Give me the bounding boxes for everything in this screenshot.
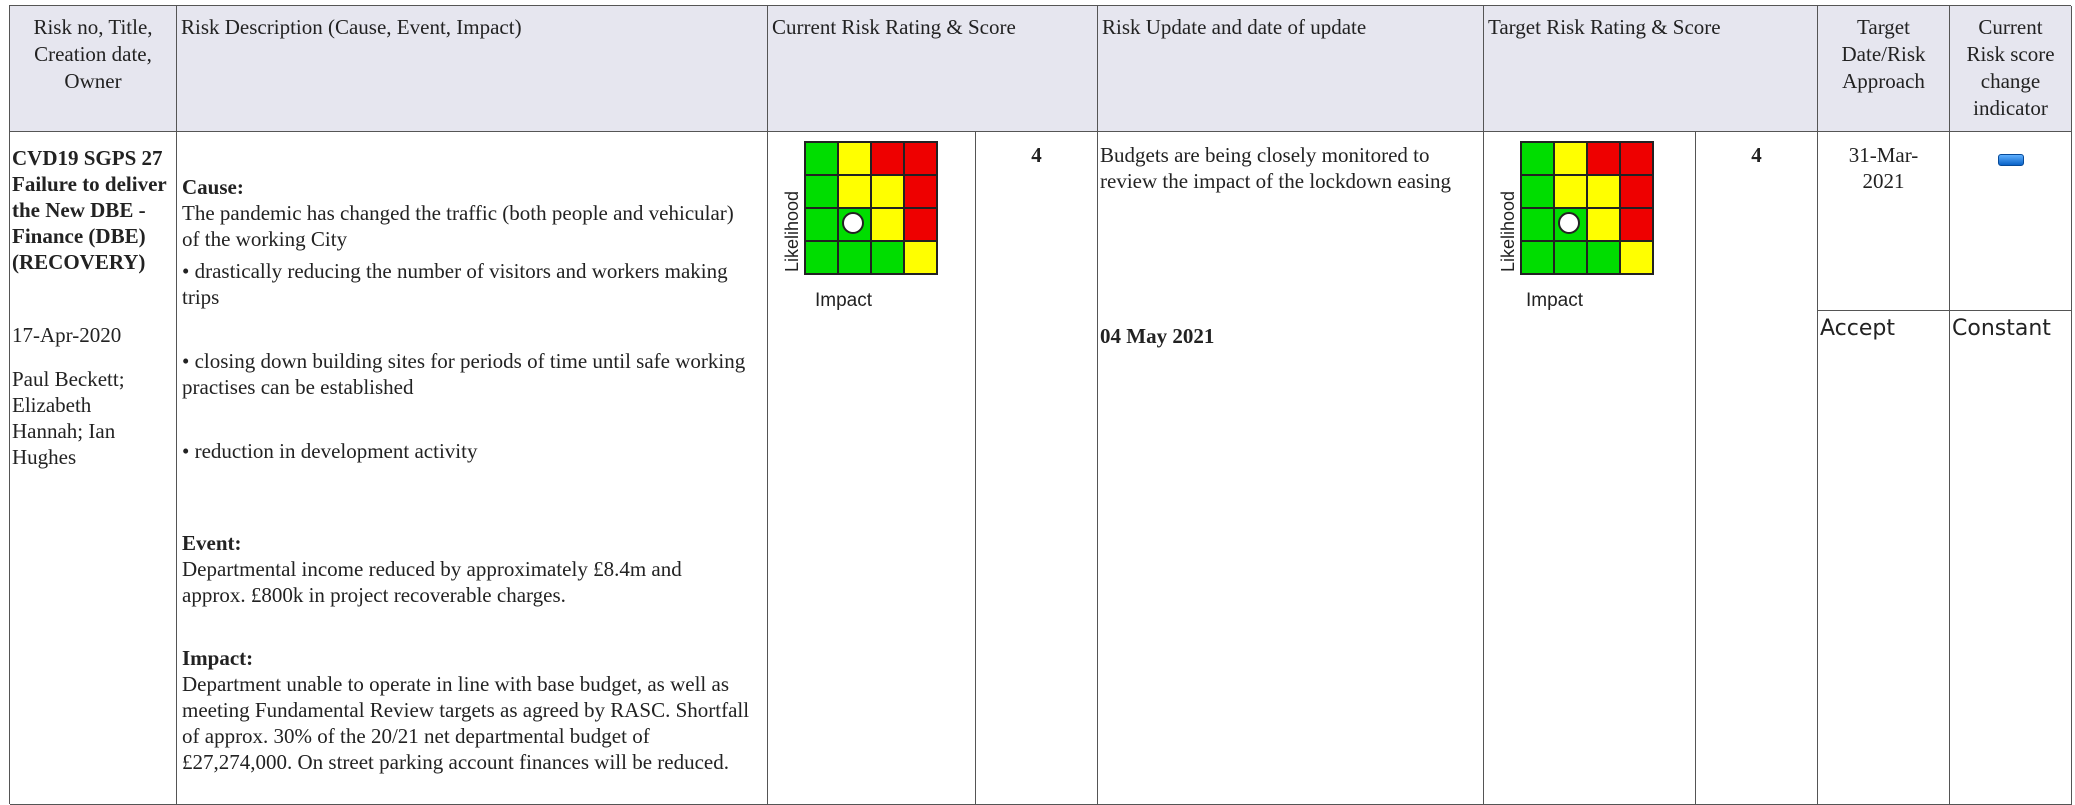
matrix-cell [1620, 175, 1653, 208]
current-score-cell [976, 132, 1098, 805]
matrix-cell [1554, 208, 1587, 241]
risk-update-cell [1098, 132, 1484, 805]
cause-bullet-1 [182, 258, 747, 310]
matrix-cell [1620, 208, 1653, 241]
matrix-cell [904, 241, 937, 274]
header-target-rating [1484, 6, 1818, 132]
bullet-glyph: • [182, 439, 190, 463]
matrix-cell [1521, 142, 1554, 175]
header-update-label: Risk Update and date of update [1102, 15, 1367, 39]
matrix-cell [805, 208, 838, 241]
header-current-rating-label: Current Risk Rating & Score [772, 15, 1016, 39]
header-target-rating-label: Target Risk Rating & Score [1488, 15, 1721, 39]
risk-position-marker [842, 212, 864, 234]
event-text: Departmental income reduced by approximately £8.4m and approx. £800k in project recoverable charges. [182, 557, 682, 607]
matrix-cell [1587, 241, 1620, 274]
event-heading: Event: [182, 531, 242, 555]
matrix-cell [1554, 175, 1587, 208]
matrix-cell [1554, 241, 1587, 274]
matrix-cell [805, 142, 838, 175]
risk-description-cell [177, 132, 768, 805]
cause-bullet-2-text: closing down building sites for periods of time until safe working practises can be established [182, 349, 746, 399]
matrix-cell [871, 175, 904, 208]
matrix-cell [1587, 175, 1620, 208]
matrix-cell [871, 241, 904, 274]
matrix-cell [904, 175, 937, 208]
matrix-cell [1521, 175, 1554, 208]
matrix-cell [1521, 241, 1554, 274]
header-risk-no-label: Risk no, Title, Creation date, Owner [33, 15, 153, 93]
target-score-cell [1696, 132, 1818, 805]
current-matrix-cell [768, 132, 976, 805]
header-indicator [1950, 6, 2072, 132]
cause-bullet-2 [182, 348, 752, 400]
matrix-cell [805, 241, 838, 274]
target-impact-label: Impact [1526, 290, 1584, 311]
risk-approach: Accept [1820, 316, 1895, 341]
current-likelihood-label: Likelihood [782, 190, 802, 272]
cause-bullet-3-text: reduction in development activity [194, 439, 478, 463]
indicator-status-cell [1950, 311, 2072, 805]
target-likelihood-label: Likelihood [1498, 190, 1518, 272]
header-update [1098, 6, 1484, 132]
risk-id-cell [10, 132, 177, 805]
update-text: Budgets are being closely monitored to review the impact of the lockdown easing [1100, 143, 1452, 193]
matrix-cell [838, 175, 871, 208]
risk-title: CVD19 SGPS 27 Failure to deliver the New DBE - Finance (DBE) (RECOVERY) [12, 146, 167, 274]
cause-text: The pandemic has changed the traffic (both people and vehicular) of the working City [182, 201, 734, 251]
matrix-cell [1587, 208, 1620, 241]
target-date-cell [1818, 132, 1950, 311]
cause-bullet-1-text: drastically reducing the number of visitors and workers making trips [182, 259, 728, 309]
matrix-cell [838, 208, 871, 241]
risk-owners: Paul Beckett; Elizabeth Hannah; Ian Hughes [12, 367, 125, 469]
current-impact-label: Impact [815, 290, 873, 311]
matrix-cell [838, 142, 871, 175]
risk-position-marker [1558, 212, 1580, 234]
header-risk-no [10, 6, 177, 132]
matrix-cell [1620, 142, 1653, 175]
bullet-glyph: • [182, 259, 190, 283]
header-current-rating [768, 6, 1098, 132]
target-risk-matrix [1520, 141, 1654, 275]
target-date: 31-Mar-2021 [1848, 143, 1919, 193]
matrix-cell [1521, 208, 1554, 241]
indicator-status: Constant [1952, 316, 2051, 341]
bullet-glyph: • [182, 349, 190, 373]
impact-text: Department unable to operate in line with base budget, as well as meeting Fundamental Review targets as agreed by RASC. Shortfall of approx. 30% of the 20/21 net departmental budget of £27,274,000. On street parking account finances will be reduced. [182, 672, 750, 774]
current-risk-matrix [804, 141, 938, 275]
risk-created-date: 17-Apr-2020 [12, 323, 122, 347]
flat-bar-icon [1998, 154, 2024, 166]
indicator-icon-cell [1950, 132, 2072, 311]
target-matrix-cell [1484, 132, 1696, 805]
update-date: 04 May 2021 [1100, 324, 1215, 348]
header-target-date-label: Target Date/Risk Approach [1841, 15, 1926, 93]
header-description-label: Risk Description (Cause, Event, Impact) [181, 15, 522, 39]
header-indicator-label: Current Risk score change indicator [1966, 15, 2055, 120]
header-target-date [1818, 6, 1950, 132]
cause-bullet-3 [182, 438, 747, 464]
matrix-cell [1587, 142, 1620, 175]
current-score: 4 [1031, 143, 1042, 167]
header-description [177, 6, 768, 132]
cause-heading: Cause: [182, 175, 244, 199]
matrix-cell [871, 142, 904, 175]
matrix-cell [1554, 142, 1587, 175]
matrix-cell [871, 208, 904, 241]
risk-approach-cell [1818, 311, 1950, 805]
matrix-cell [838, 241, 871, 274]
matrix-cell [904, 208, 937, 241]
matrix-cell [1620, 241, 1653, 274]
target-score: 4 [1751, 143, 1762, 167]
matrix-cell [805, 175, 838, 208]
impact-heading: Impact: [182, 646, 254, 670]
matrix-cell [904, 142, 937, 175]
risk-register-table [9, 5, 2071, 804]
